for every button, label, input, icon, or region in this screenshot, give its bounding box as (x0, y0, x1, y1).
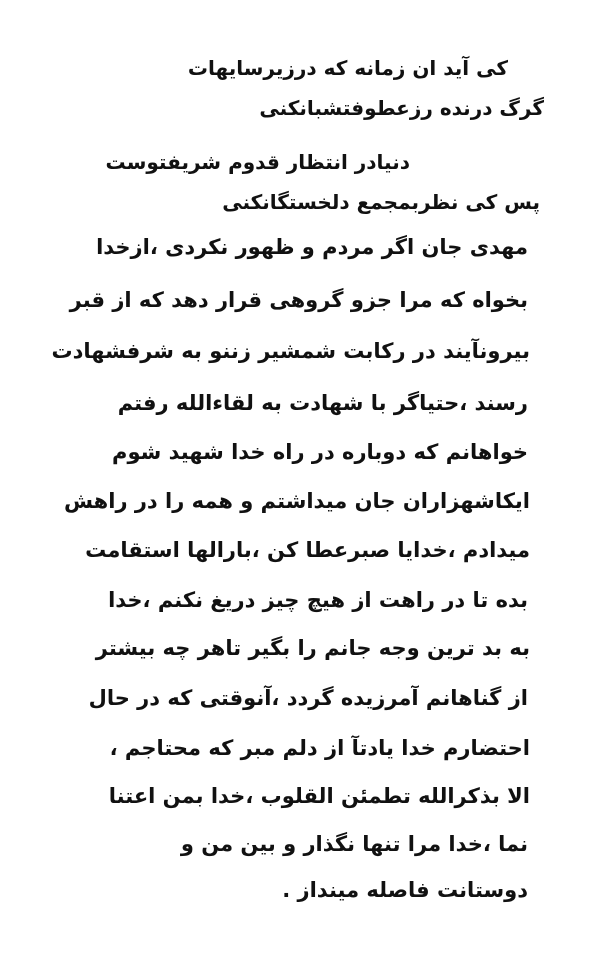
prose-line: دوستانت فاصله مینداز . (282, 878, 528, 902)
prose-line: بیرونآیند در رکابت شمشیر زننو به شرفشهادت (51, 339, 530, 363)
prose-line: الا بذکرالله تطمئن القلوب ،خدا بمن اعتنا (108, 784, 530, 808)
prose-line: بخواه که مرا جزو گروهی قرار دهد که از قبر (69, 288, 528, 312)
poem-line: کی آید ان زمانه که درزیرسایهات (187, 56, 508, 80)
prose-line: از گناهانم آمرزیده گردد ،آنوقتی که در حال (88, 686, 528, 710)
poem-line: دنیادر انتظار قدوم شریفتوست (105, 150, 410, 174)
prose-line: میدادم ،خدایا صبرعطا کن ،بارالها استقامت (85, 538, 530, 562)
prose-line: مهدی جان اگر مردم و ظهور نکردی ،ازخدا (96, 235, 528, 259)
prose-line: احتضارم خدا یادتآ از دلم مبر که محتاجم ، (109, 736, 530, 760)
prose-line: به بد ترین وجه جانم را بگیر تاهر چه بیشتر (95, 636, 530, 660)
prose-line: بده تا در راهت از هیچ چیز دریغ نکنم ،خدا (108, 588, 528, 612)
prose-line: نما ،خدا مرا تنها نگذار و بین من و (180, 832, 528, 856)
poem-line: پس کی نظربمجمع دلخستگانکنی (222, 190, 540, 214)
prose-line: خواهانم که دوباره در راه خدا شهید شوم (112, 440, 528, 464)
prose-line: ایکاشهزاران جان میداشتم و همه را در راهش (64, 489, 530, 513)
prose-line: رسند ،حتیاگر با شهادت به لقاءالله رفتم (117, 391, 528, 415)
poem-line: گرگ درنده رزعطوفتشبانکنی (259, 96, 544, 120)
